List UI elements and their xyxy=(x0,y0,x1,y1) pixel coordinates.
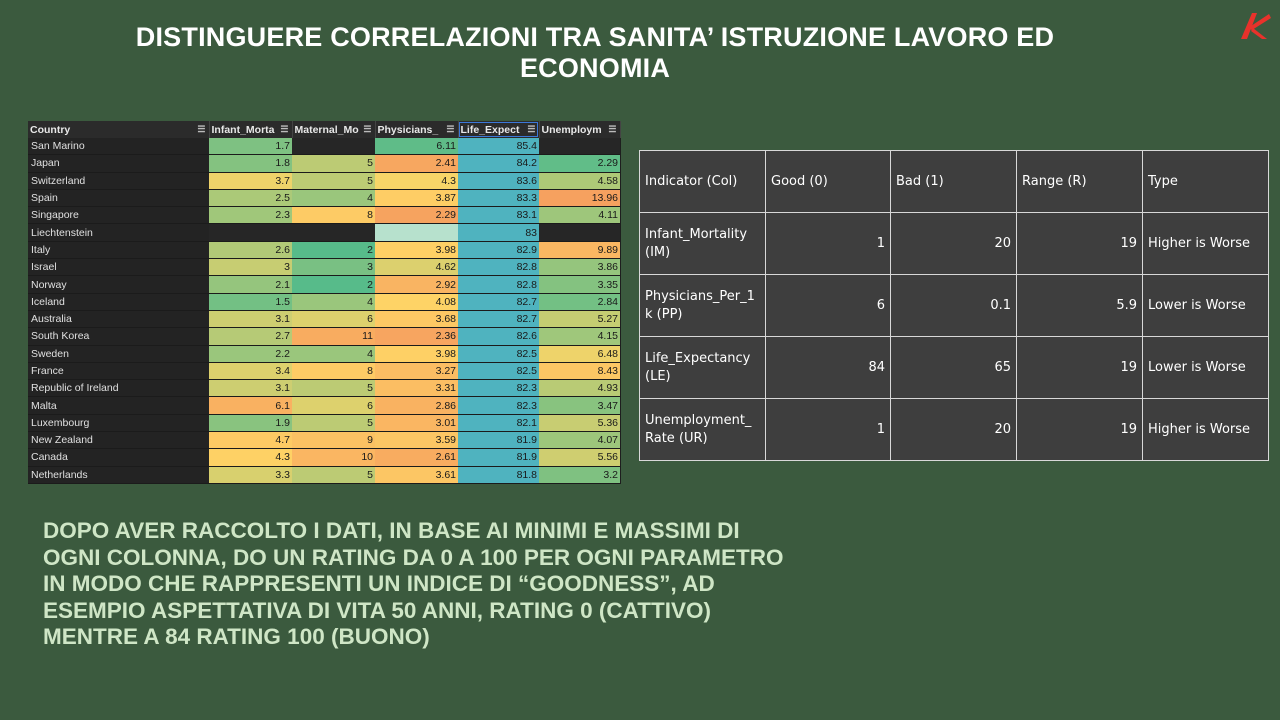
value-cell[interactable]: 5 xyxy=(292,380,375,397)
column-header[interactable]: Physicians_ ☰ xyxy=(375,121,458,138)
value-cell[interactable]: 4.3 xyxy=(209,449,292,466)
country-cell[interactable]: Switzerland xyxy=(28,172,209,189)
value-cell[interactable]: 2.6 xyxy=(209,241,292,258)
indicator-cell: Lower is Worse xyxy=(1143,275,1269,337)
indicator-header-cell: Bad (1) xyxy=(891,151,1017,213)
value-cell[interactable]: 11 xyxy=(292,328,375,345)
value-cell[interactable]: 82.7 xyxy=(458,310,539,327)
table-row xyxy=(28,189,620,206)
value-cell[interactable]: 84.2 xyxy=(458,155,539,172)
country-cell[interactable]: Luxembourg xyxy=(28,414,209,431)
value-cell[interactable]: 8 xyxy=(292,362,375,379)
table-row xyxy=(28,207,620,224)
value-cell[interactable]: 6.1 xyxy=(209,397,292,414)
indicator-table xyxy=(639,150,1269,461)
value-cell[interactable]: 10 xyxy=(292,449,375,466)
indicator-header-cell: Type xyxy=(1143,151,1269,213)
table-row xyxy=(28,138,620,155)
column-header[interactable]: Maternal_Mo ☰ xyxy=(292,121,375,138)
value-cell[interactable] xyxy=(292,224,375,241)
country-cell[interactable]: Australia xyxy=(28,310,209,327)
country-cell[interactable]: Malta xyxy=(28,397,209,414)
value-cell[interactable]: 82.7 xyxy=(458,293,539,310)
value-cell[interactable]: 4.11 xyxy=(539,207,620,224)
indicator-cell: Infant_Mortality (IM) xyxy=(640,213,766,275)
indicator-cell: 6 xyxy=(766,275,891,337)
value-cell[interactable] xyxy=(539,138,620,155)
value-cell[interactable]: 4.07 xyxy=(539,432,620,449)
indicator-header-cell: Range (R) xyxy=(1017,151,1143,213)
table-row xyxy=(28,362,620,379)
indicator-cell: 0.1 xyxy=(891,275,1017,337)
value-cell[interactable]: 5 xyxy=(292,155,375,172)
sheet-header-row xyxy=(28,121,620,138)
indicator-cell: 19 xyxy=(1017,337,1143,399)
indicator-cell: Physicians_Per_1k (PP) xyxy=(640,275,766,337)
value-cell[interactable]: 4.15 xyxy=(539,328,620,345)
indicator-header-cell: Good (0) xyxy=(766,151,891,213)
value-cell[interactable] xyxy=(539,224,620,241)
value-cell[interactable]: 8 xyxy=(292,207,375,224)
value-cell[interactable]: 3.47 xyxy=(539,397,620,414)
value-cell[interactable]: 3.86 xyxy=(539,259,620,276)
value-cell[interactable]: 1.7 xyxy=(209,138,292,155)
value-cell[interactable]: 3.4 xyxy=(209,362,292,379)
value-cell[interactable]: 82.5 xyxy=(458,362,539,379)
value-cell[interactable]: 4 xyxy=(292,293,375,310)
value-cell[interactable]: 2.5 xyxy=(209,189,292,206)
value-cell[interactable]: 3 xyxy=(209,259,292,276)
indicator-cell: Life_Expectancy (LE) xyxy=(640,337,766,399)
value-cell[interactable]: 2.92 xyxy=(375,276,458,293)
value-cell[interactable]: 4 xyxy=(292,189,375,206)
table-row xyxy=(28,449,620,466)
table-row xyxy=(28,310,620,327)
value-cell[interactable]: 82.8 xyxy=(458,259,539,276)
value-cell[interactable]: 3.59 xyxy=(375,432,458,449)
value-cell[interactable]: 3.1 xyxy=(209,380,292,397)
country-cell[interactable]: Israel xyxy=(28,259,209,276)
value-cell[interactable]: 82.3 xyxy=(458,397,539,414)
table-row xyxy=(28,293,620,310)
value-cell[interactable]: 5 xyxy=(292,466,375,483)
table-row xyxy=(28,172,620,189)
table-row xyxy=(28,155,620,172)
value-cell[interactable]: 2.61 xyxy=(375,449,458,466)
value-cell[interactable]: 9 xyxy=(292,432,375,449)
country-cell[interactable]: Iceland xyxy=(28,293,209,310)
indicator-cell: 1 xyxy=(766,399,891,461)
table-row xyxy=(28,466,620,483)
country-cell[interactable]: San Marino xyxy=(28,138,209,155)
value-cell[interactable]: 81.9 xyxy=(458,449,539,466)
country-cell[interactable]: Netherlands xyxy=(28,466,209,483)
value-cell[interactable]: 3.3 xyxy=(209,466,292,483)
value-cell[interactable]: 8.43 xyxy=(539,362,620,379)
value-cell[interactable]: 9.89 xyxy=(539,241,620,258)
value-cell[interactable]: 5 xyxy=(292,172,375,189)
indicator-cell: 20 xyxy=(891,399,1017,461)
value-cell[interactable]: 6.48 xyxy=(539,345,620,362)
value-cell[interactable]: 5.27 xyxy=(539,310,620,327)
table-row xyxy=(28,432,620,449)
filter-icon[interactable]: ☰ xyxy=(527,124,536,134)
table-row xyxy=(28,276,620,293)
value-cell[interactable]: 3.2 xyxy=(539,466,620,483)
value-cell[interactable] xyxy=(375,224,458,241)
value-cell[interactable]: 2 xyxy=(292,241,375,258)
filter-icon[interactable]: ☰ xyxy=(608,124,617,134)
value-cell[interactable]: 4.62 xyxy=(375,259,458,276)
value-cell[interactable]: 4.08 xyxy=(375,293,458,310)
value-cell[interactable] xyxy=(209,224,292,241)
indicator-cell: Higher is Worse xyxy=(1143,399,1269,461)
indicator-body xyxy=(640,151,1269,461)
country-cell[interactable]: France xyxy=(28,362,209,379)
value-cell[interactable]: 6 xyxy=(292,397,375,414)
value-cell[interactable]: 82.3 xyxy=(458,380,539,397)
value-cell[interactable]: 2 xyxy=(292,276,375,293)
value-cell[interactable]: 82.5 xyxy=(458,345,539,362)
value-cell[interactable]: 4 xyxy=(292,345,375,362)
value-cell[interactable]: 4.3 xyxy=(375,172,458,189)
value-cell[interactable]: 2.2 xyxy=(209,345,292,362)
indicator-cell: 1 xyxy=(766,213,891,275)
value-cell[interactable]: 3.27 xyxy=(375,362,458,379)
value-cell[interactable]: 3.35 xyxy=(539,276,620,293)
value-cell[interactable]: 2.1 xyxy=(209,276,292,293)
indicator-header-cell: Indicator (Col) xyxy=(640,151,766,213)
value-cell[interactable]: 82.9 xyxy=(458,241,539,258)
indicator-cell: Unemployment_Rate (UR) xyxy=(640,399,766,461)
value-cell[interactable]: 3.1 xyxy=(209,310,292,327)
column-header[interactable]: Unemploym ☰ xyxy=(539,121,620,138)
value-cell[interactable]: 2.3 xyxy=(209,207,292,224)
value-cell[interactable]: 4.93 xyxy=(539,380,620,397)
table-row xyxy=(28,397,620,414)
value-cell[interactable]: 6.11 xyxy=(375,138,458,155)
value-cell[interactable] xyxy=(292,138,375,155)
indicator-row xyxy=(640,399,1269,461)
indicator-cell: 20 xyxy=(891,213,1017,275)
indicator-cell: 19 xyxy=(1017,213,1143,275)
country-cell[interactable]: New Zealand xyxy=(28,432,209,449)
value-cell[interactable]: 2.7 xyxy=(209,328,292,345)
value-cell[interactable]: 2.41 xyxy=(375,155,458,172)
value-cell[interactable]: 2.86 xyxy=(375,397,458,414)
sheet-body xyxy=(28,138,620,483)
filter-icon[interactable]: ☰ xyxy=(446,124,455,134)
indicator-row xyxy=(640,337,1269,399)
value-cell[interactable]: 3.31 xyxy=(375,380,458,397)
value-cell[interactable]: 4.58 xyxy=(539,172,620,189)
indicator-row xyxy=(640,213,1269,275)
value-cell[interactable]: 4.7 xyxy=(209,432,292,449)
value-cell[interactable]: 82.1 xyxy=(458,414,539,431)
value-cell[interactable]: 3.01 xyxy=(375,414,458,431)
filter-icon[interactable]: ☰ xyxy=(280,124,289,134)
table-row xyxy=(28,414,620,431)
value-cell[interactable]: 83.3 xyxy=(458,189,539,206)
indicator-cell: 65 xyxy=(891,337,1017,399)
table-row xyxy=(28,380,620,397)
value-cell[interactable]: 81.8 xyxy=(458,466,539,483)
value-cell[interactable]: 5.36 xyxy=(539,414,620,431)
value-cell[interactable]: 83 xyxy=(458,224,539,241)
table-row xyxy=(28,224,620,241)
table-row xyxy=(28,345,620,362)
country-cell[interactable]: South Korea xyxy=(28,328,209,345)
filter-icon[interactable]: ☰ xyxy=(363,124,372,134)
value-cell[interactable]: 1.8 xyxy=(209,155,292,172)
value-cell[interactable]: 13.96 xyxy=(539,189,620,206)
table-row xyxy=(28,328,620,345)
value-cell[interactable]: 3.98 xyxy=(375,241,458,258)
column-header[interactable]: Country ☰ xyxy=(28,121,209,138)
value-cell[interactable]: 2.36 xyxy=(375,328,458,345)
country-cell[interactable]: Liechtenstein xyxy=(28,224,209,241)
indicator-cell: 84 xyxy=(766,337,891,399)
indicator-cell: 5.9 xyxy=(1017,275,1143,337)
value-cell[interactable]: 83.1 xyxy=(458,207,539,224)
column-header[interactable]: Infant_Morta ☰ xyxy=(209,121,292,138)
value-cell[interactable]: 82.8 xyxy=(458,276,539,293)
indicator-cell: Higher is Worse xyxy=(1143,213,1269,275)
indicator-row xyxy=(640,275,1269,337)
value-cell[interactable]: 3.68 xyxy=(375,310,458,327)
country-cell[interactable]: Italy xyxy=(28,241,209,258)
table-row xyxy=(28,241,620,258)
country-cell[interactable]: Norway xyxy=(28,276,209,293)
value-cell[interactable]: 1.5 xyxy=(209,293,292,310)
value-cell[interactable]: 1.9 xyxy=(209,414,292,431)
column-header[interactable]: Life_Expect ☰ xyxy=(458,121,539,138)
country-cell[interactable]: Republic of Ireland xyxy=(28,380,209,397)
value-cell[interactable]: 2.29 xyxy=(539,155,620,172)
value-cell[interactable]: 2.84 xyxy=(539,293,620,310)
value-cell[interactable]: 83.6 xyxy=(458,172,539,189)
page-title: DISTINGUERE CORRELAZIONI TRA SANITA’ ISTRUZIONE LAVORO ED ECONOMIA xyxy=(135,22,1055,83)
red-k-logo-icon xyxy=(1238,8,1272,42)
indicator-header-row xyxy=(640,151,1269,213)
value-cell[interactable]: 6 xyxy=(292,310,375,327)
country-cell[interactable]: Spain xyxy=(28,189,209,206)
table-row xyxy=(28,259,620,276)
value-cell[interactable]: 5.56 xyxy=(539,449,620,466)
value-cell[interactable]: 3 xyxy=(292,259,375,276)
value-cell[interactable]: 2.29 xyxy=(375,207,458,224)
explanation-text: DOPO AVER RACCOLTO I DATI, IN BASE AI MINIMI E MASSIMI DI OGNI COLONNA, DO UN RATING DA 0 A 100 PER OGNI PARAMETRO IN MODO CHE RAPPRESENTI UN INDICE DI “GOODNESS”, AD ESEMPIO ASPETTATIVA DI VITA 50 ANNI, RATING 0 (CATTIVO) MENTRE A 84 RATING 100 (BUONO) xyxy=(43,518,784,649)
value-cell[interactable]: 85.4 xyxy=(458,138,539,155)
value-cell[interactable]: 3.87 xyxy=(375,189,458,206)
value-cell[interactable]: 3.61 xyxy=(375,466,458,483)
data-spreadsheet xyxy=(28,121,621,484)
country-cell[interactable]: Canada xyxy=(28,449,209,466)
indicator-cell: Lower is Worse xyxy=(1143,337,1269,399)
value-cell[interactable]: 5 xyxy=(292,414,375,431)
country-cell[interactable]: Singapore xyxy=(28,207,209,224)
indicator-cell: 19 xyxy=(1017,399,1143,461)
value-cell[interactable]: 3.7 xyxy=(209,172,292,189)
value-cell[interactable]: 81.9 xyxy=(458,432,539,449)
filter-icon[interactable]: ☰ xyxy=(197,124,206,134)
country-cell[interactable]: Sweden xyxy=(28,345,209,362)
value-cell[interactable]: 3.98 xyxy=(375,345,458,362)
country-cell[interactable]: Japan xyxy=(28,155,209,172)
value-cell[interactable]: 82.6 xyxy=(458,328,539,345)
